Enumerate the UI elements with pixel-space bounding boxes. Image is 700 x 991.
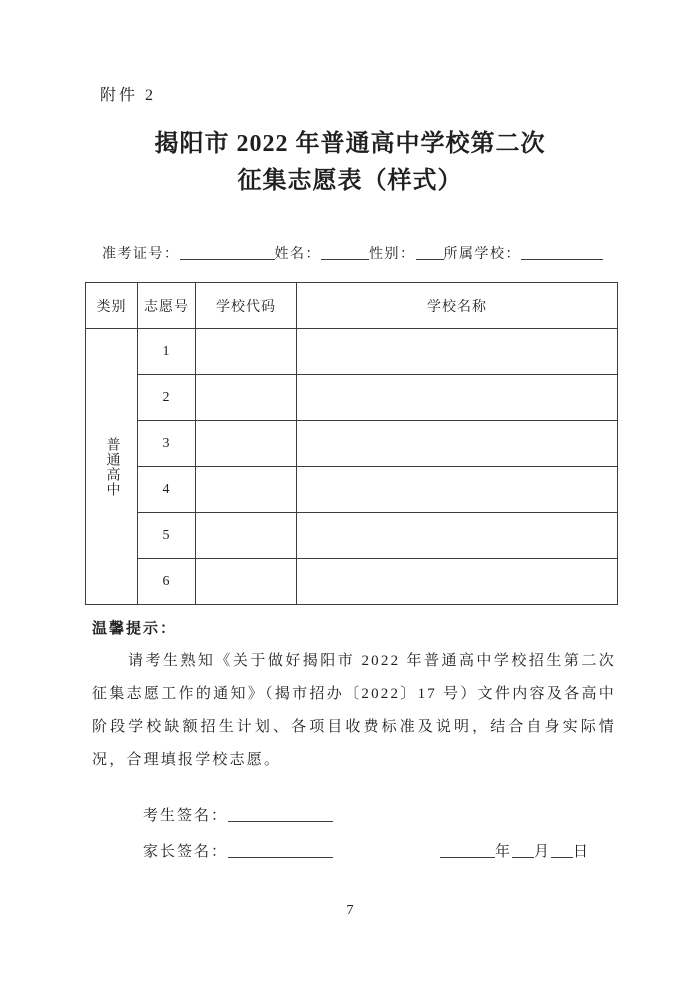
date-year-blank [440,844,495,858]
date-day-label: 日 [572,844,590,860]
wish-number-cell: 2 [138,375,196,421]
notice-heading: 温馨提示： [92,621,178,637]
school-code-cell [196,421,297,467]
school-blank [521,246,603,260]
parent-signature-row [143,841,590,863]
header-school-name: 学校名称 [297,283,618,329]
signature-section [143,805,590,863]
name-label: 姓名： [274,247,321,262]
school-code-cell [196,559,297,605]
wish-number-cell: 5 [138,513,196,559]
school-code-cell [196,467,297,513]
table-row [86,513,618,559]
date-month-label: 月 [533,844,551,860]
school-name-cell [297,329,618,375]
school-name-cell [297,467,618,513]
header-wish-number: 志愿号 [138,283,196,329]
header-category: 类别 [86,283,138,329]
attachment-label: 附件 2 [100,87,157,104]
title-line-1: 揭阳市 2022 年普通高中学校第二次 [154,131,546,157]
table-row [86,467,618,513]
candidate-info-line [102,244,700,266]
wish-number-cell: 6 [138,559,196,605]
wish-number-cell: 4 [138,467,196,513]
candidate-signature-label: 考生签名： [143,808,229,824]
name-blank [321,246,369,260]
school-code-cell [196,513,297,559]
title-line-2: 征集志愿表（样式） [237,168,463,194]
exam-id-label: 准考证号： [102,247,180,262]
school-name-cell [297,421,618,467]
header-school-code: 学校代码 [196,283,297,329]
category-cell: 普通高中 [86,329,138,605]
school-code-cell [196,375,297,421]
parent-signature-label: 家长签名： [143,844,229,860]
school-code-cell [196,329,297,375]
table-row [86,375,618,421]
wish-number-cell: 1 [138,329,196,375]
school-label: 所属学校： [443,247,521,262]
parent-signature-blank [228,844,333,858]
notice-body: 请考生熟知《关于做好揭阳市 2022 年普通高中学校招生第二次征集志愿工作的通知》（揭市招办〔2022〕17 号）文件内容及各高中阶段学校缺额招生计划、各项目收费标准及说明，结合自身实际情况，合理填报学校志愿。 [92,653,616,768]
document-title [0,126,700,200]
school-name-cell [297,375,618,421]
date-year-label: 年 [494,844,512,860]
table-row [86,329,618,375]
exam-id-blank [180,246,275,260]
table-row [86,559,618,605]
wish-number-cell: 3 [138,421,196,467]
table-row [86,421,618,467]
date-line [440,841,590,863]
gender-blank [416,246,444,260]
school-name-cell [297,559,618,605]
table-header-row [86,283,618,329]
candidate-signature-blank [228,808,333,822]
gender-label: 性别： [369,247,416,262]
page-number: 7 [346,903,354,918]
school-name-cell [297,513,618,559]
date-month-blank [512,844,534,858]
candidate-signature-row [143,805,590,827]
date-day-blank [551,844,573,858]
wish-table [85,282,618,605]
parent-signature-group [143,841,333,863]
